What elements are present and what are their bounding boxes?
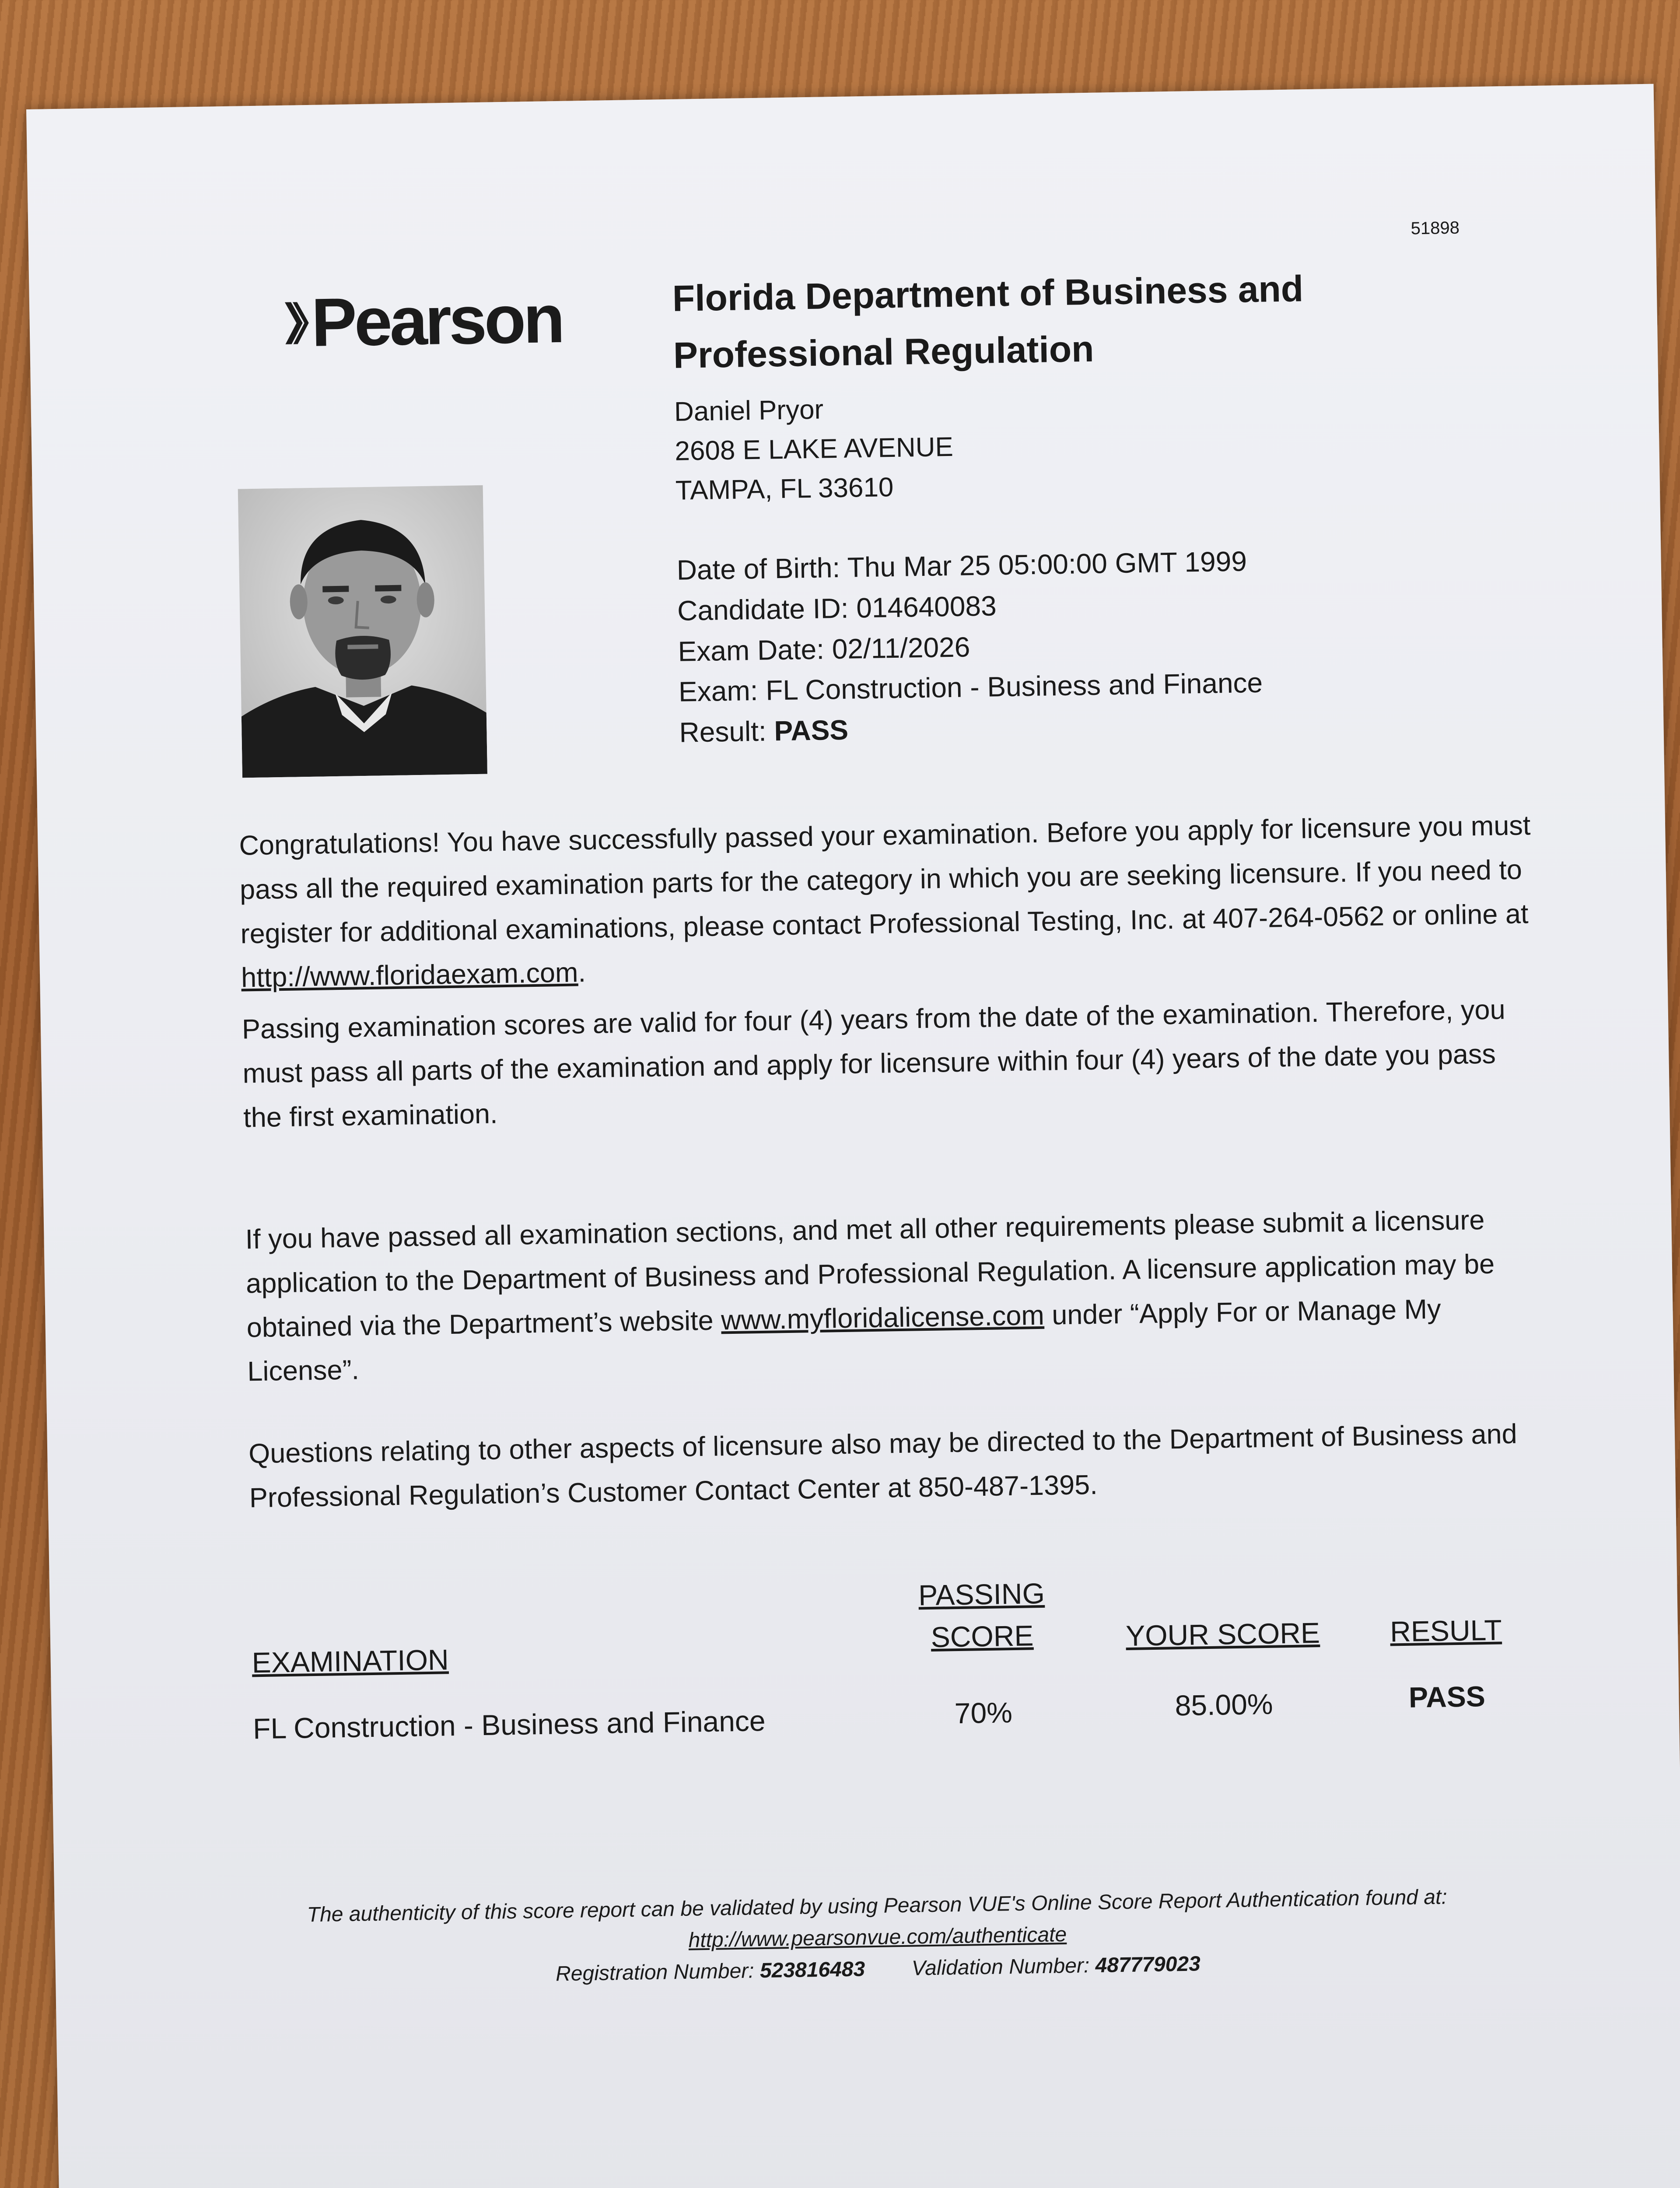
header-passing-score [907, 1572, 1057, 1659]
page-number: 51898 [1410, 218, 1460, 238]
pearsonvue-authenticate-link[interactable]: http://www.pearsonvue.com/authenticate [688, 1923, 1067, 1952]
organization-line-1: Florida Department of Business and [672, 268, 1304, 319]
header-passing-line-2: SCORE [931, 1619, 1034, 1653]
header-passing-line-1: PASSING [918, 1577, 1045, 1612]
floridaexam-link[interactable]: http://www.floridaexam.com [241, 957, 578, 993]
application-paragraph [245, 1197, 1543, 1394]
registration-label: Registration Number: [555, 1959, 760, 1986]
row-examination: FL Construction - Business and Finance [252, 1704, 766, 1745]
pearson-chevron-icon [283, 292, 310, 354]
candidate-portrait [238, 485, 487, 778]
paragraph-3-text: If you have passed all examination sections, and met all other requirements please submit a licensure application to the Department of Business and Professional Regulation. A licensure application may be obtained via the Department’s website [245, 1204, 1495, 1343]
exam-details [676, 541, 1264, 753]
validation-number: 487779023 [1095, 1952, 1201, 1978]
paragraph-1-end: . [578, 957, 586, 988]
row-your-score: 85.00% [1175, 1687, 1274, 1722]
candidate-name: Daniel Pryor [674, 394, 824, 427]
questions-paragraph: Questions relating to other aspects of licensure also may be directed to the Department of Business and Professional Regulation’s Customer Contact Center at 850-487-1395. [248, 1418, 1518, 1514]
congratulations-paragraph [239, 803, 1536, 1000]
header-your-score: YOUR SCORE [1125, 1616, 1320, 1652]
registration-number: 523816483 [760, 1957, 865, 1983]
validity-paragraph: Passing examination scores are valid for four (4) years from the date of the examination. Therefore, you must pass all parts of the examination and apply for licensure within four (4) years of the date you pass the first examination. [242, 994, 1506, 1133]
result-line [679, 703, 1264, 753]
row-result: PASS [1408, 1680, 1486, 1714]
header-examination: EXAMINATION [252, 1643, 449, 1679]
candidate-city: TAMPA, FL 33610 [675, 472, 894, 506]
row-passing-score: 70% [954, 1696, 1013, 1730]
authentication-text: The authenticity of this score report can be validated by using Pearson VUE's Online Score Report Authentication found at: [307, 1885, 1448, 1927]
exam-date: Exam Date: 02/11/2026 [678, 631, 970, 667]
candidate-street: 2608 E LAKE AVENUE [674, 431, 954, 466]
header-result: RESULT [1390, 1613, 1502, 1648]
date-of-birth: Date of Birth: Thu Mar 25 05:00:00 GMT 1999 [676, 545, 1247, 586]
myfloridalicense-link[interactable]: www.myfloridalicense.com [721, 1300, 1045, 1336]
result-value: PASS [774, 714, 849, 747]
logo-wordmark: Pearson [311, 281, 563, 361]
candidate-id: Candidate ID: 014640083 [677, 590, 997, 627]
paragraph-1-text: Congratulations! You have successfully passed your examination. Before you apply for licensure you must pass all the required examination parts for the category in which you are seeking licensure. If you need to register for additional examinations, please contact Professional Testing, Inc. at 407-264-0562 or online at [238, 810, 1531, 950]
paragraph-3-end: under “Apply For or Manage My License”. [247, 1294, 1442, 1387]
authentication-footer [229, 1880, 1526, 1995]
score-table [49, 1563, 1679, 1746]
pearson-logo [283, 281, 563, 361]
organization-title [672, 258, 1461, 384]
score-report-page [26, 84, 1680, 2188]
candidate-address [674, 388, 954, 511]
result-label: Result: [679, 715, 775, 748]
candidate-photo [238, 485, 487, 778]
exam-name: Exam: FL Construction - Business and Finance [678, 667, 1263, 708]
validation-label: Validation Number: [911, 1954, 1096, 1980]
organization-line-2: Professional Regulation [673, 328, 1095, 376]
